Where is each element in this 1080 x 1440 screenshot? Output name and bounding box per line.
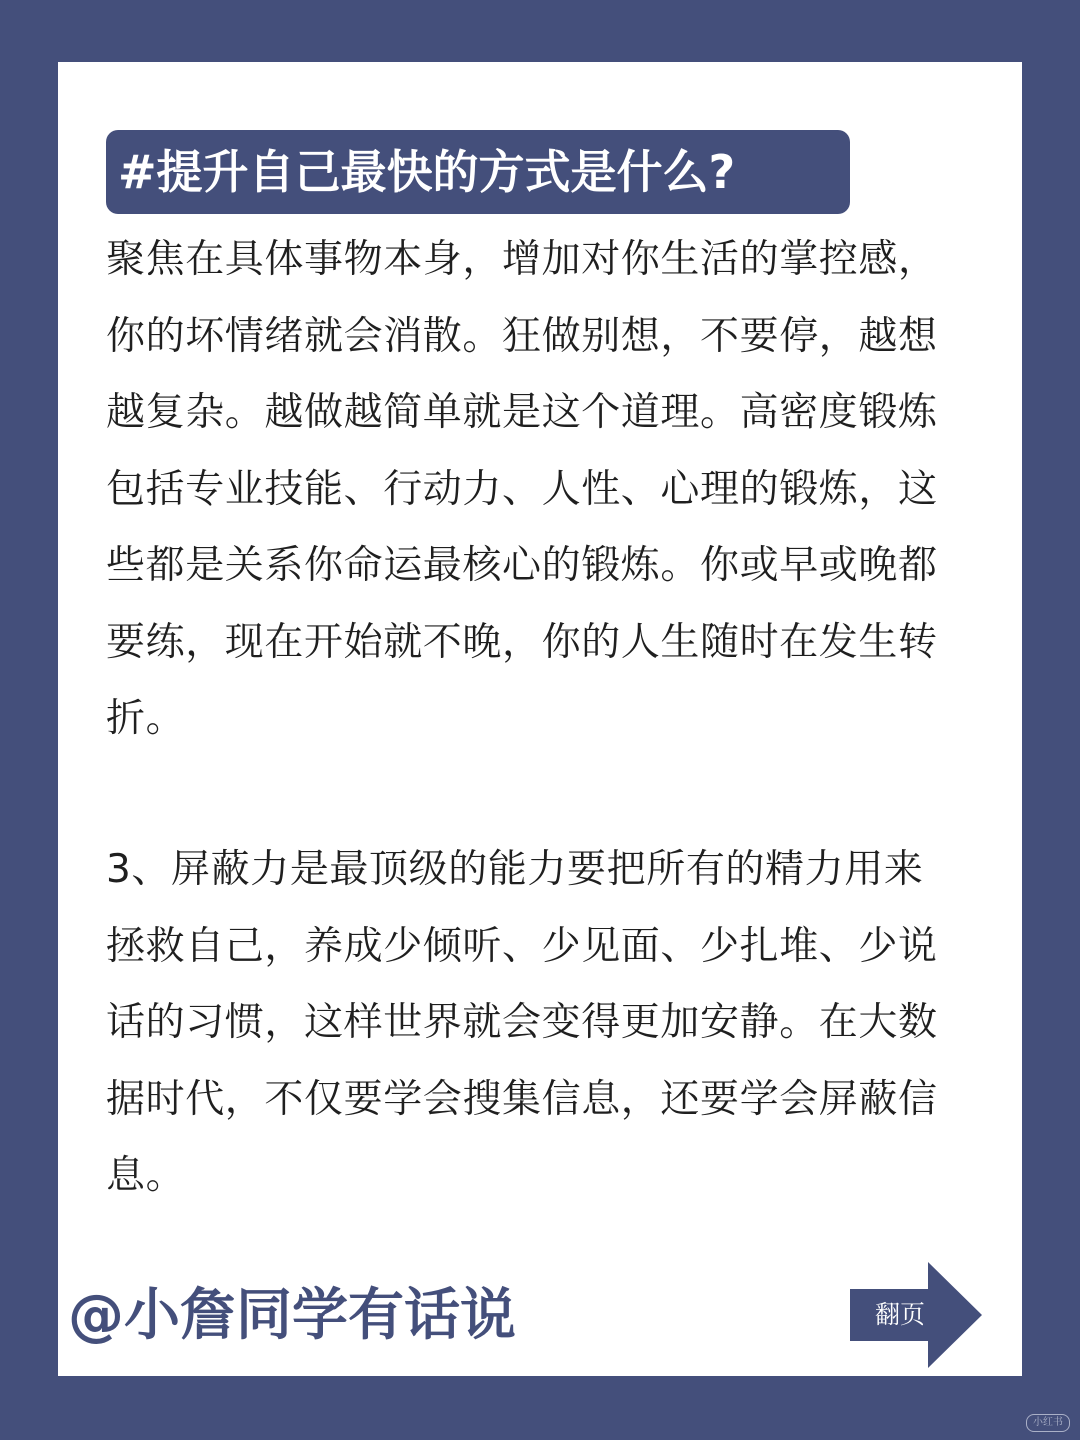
next-page-button[interactable]	[850, 1262, 982, 1368]
author-signature: @小詹同学有话说	[68, 1283, 516, 1348]
paragraph-2: 3、屏蔽力是最顶级的能力要把所有的精力用来拯救自己，养成少倾听、少见面、少扎堆、少说话的习惯，这样世界就会变得更加安静。在大数据时代，不仅要学会搜集信息，还要学会屏蔽信息。	[106, 847, 938, 1198]
next-page-label: 翻页	[874, 1300, 925, 1329]
watermark-logo: 小红书	[1026, 1414, 1070, 1432]
paragraph-1: 聚焦在具体事物本身，增加对你生活的掌控感，你的坏情绪就会消散。狂做别想，不要停，越想越复杂。越做越简单就是这个道理。高密度锻炼包括专业技能、行动力、人性、心理的锻炼，这些都是关系你命运最核心的锻炼。你或早或晚都要练，现在开始就不晚，你的人生随时在发生转折。	[106, 237, 938, 741]
page-title: #提升自己最快的方式是什么?	[106, 130, 850, 214]
